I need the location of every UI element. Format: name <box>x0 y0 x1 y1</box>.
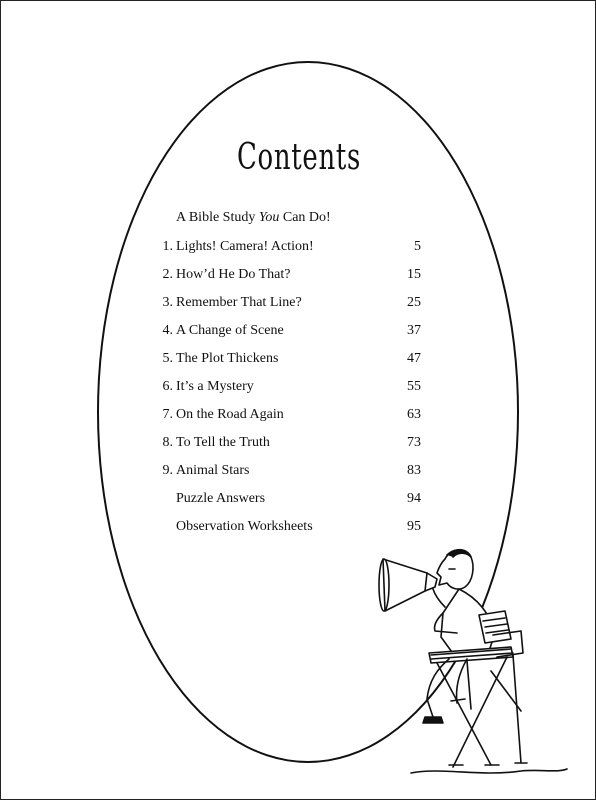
toc-entry-title: Animal Stars <box>176 463 250 478</box>
toc-entry[interactable] <box>157 433 421 461</box>
toc-entry-page: 5 <box>414 239 421 254</box>
toc-entry-number: 2. <box>162 267 173 282</box>
toc-entry-title: Remember That Line? <box>176 295 302 310</box>
intro-text-emphasis: You <box>258 210 280 225</box>
toc-entry[interactable] <box>157 349 421 377</box>
intro-text-before: A Bible Study <box>176 210 259 225</box>
toc-entry-page: 94 <box>407 491 421 506</box>
toc-entry-number: 6. <box>162 379 173 394</box>
toc-entry[interactable] <box>157 405 421 433</box>
toc-entry-number: 4. <box>162 323 173 338</box>
toc-entry-title: The Plot Thickens <box>176 351 279 366</box>
toc-entry[interactable] <box>157 293 421 321</box>
toc-entry-title: How’d He Do That? <box>176 267 291 282</box>
toc-entry[interactable] <box>157 377 421 405</box>
toc-entry-page: 73 <box>407 435 421 450</box>
toc-entry-title: Observation Worksheets <box>176 519 313 534</box>
toc-entry-number: 7. <box>162 407 173 422</box>
toc-entry[interactable] <box>157 489 421 517</box>
toc-entry-title: Lights! Camera! Action! <box>176 239 314 254</box>
toc-entry-title: To Tell the Truth <box>176 435 270 450</box>
toc-entry-number: 9. <box>162 463 173 478</box>
intro-text-after: Can Do! <box>279 210 331 225</box>
toc-entry-number: 1. <box>162 239 173 254</box>
toc-entry-title: A Change of Scene <box>176 323 284 338</box>
director-megaphone-icon <box>371 541 571 781</box>
toc-entry-page: 55 <box>407 379 421 394</box>
toc-entry-number: 8. <box>162 435 173 450</box>
toc-entry-page: 15 <box>407 267 421 282</box>
toc-entry-page: 83 <box>407 463 421 478</box>
toc-entry-title: Puzzle Answers <box>176 491 266 506</box>
toc-entry-page: 95 <box>407 519 421 534</box>
toc-entry-page: 47 <box>407 351 421 366</box>
toc-entry-number: 3. <box>162 295 173 310</box>
toc-list <box>157 237 421 545</box>
toc-entry-number: 5. <box>162 351 173 366</box>
page-title: Contents <box>236 137 362 178</box>
toc-entry-page: 37 <box>407 323 421 338</box>
toc-entry-page: 63 <box>407 407 421 422</box>
intro-line <box>176 210 331 226</box>
toc-entry[interactable] <box>157 461 421 489</box>
toc-entry-title: On the Road Again <box>176 407 284 422</box>
toc-entry-page: 25 <box>407 295 421 310</box>
toc-entry-title: It’s a Mystery <box>176 379 254 394</box>
toc-entry[interactable] <box>157 265 421 293</box>
toc-entry[interactable] <box>157 237 421 265</box>
toc-entry[interactable] <box>157 321 421 349</box>
